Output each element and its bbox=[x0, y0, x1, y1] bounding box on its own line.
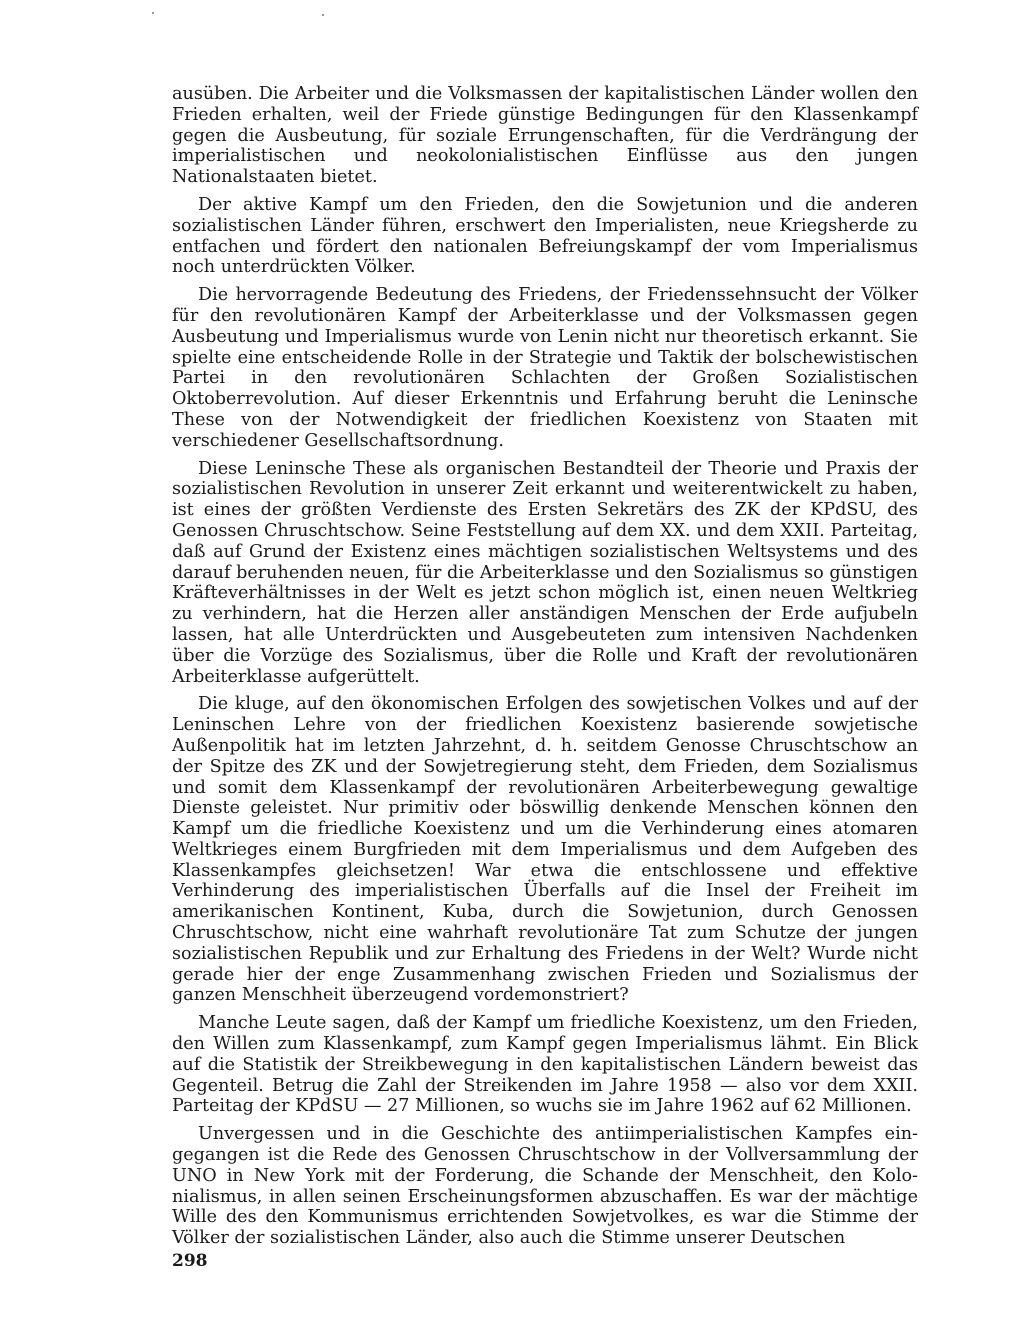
paragraph-5: Die kluge, auf den ökonomischen Erfolgen des sowjetischen Volkes und auf der Leninschen Lehre von der friedlichen Koexistenz basierende sowjetische Außenpolitik hat im letzten Jahrzehnt, d. h. seitdem Genosse Chruschtschow an der Spitze des ZK und der Sowjetregierung steht, dem Frieden, dem Sozialismus und somit dem Klassenkampf der revolutionären Arbeiterbewegung gewaltige Dienste geleistet. Nur primitiv oder böswillig denkende Menschen können den Kampf um die friedliche Koexistenz und um die Verhinderung eines atomaren Weltkrieges einem Burgfrieden mit dem Imperialismus und dem Aufgeben des Klassenkampfes gleichsetzen! War etwa die entschlossene und effektive Verhinderung des imperialistischen Überfalls auf die Insel der Freiheit im amerikanischen Kontinent, Kuba, durch die Sowjetunion, durch Genossen Chruschtschow, nicht eine wahrhaft revolutionäre Tat zum Schutze der jungen sozialistischen Republik und zur Erhaltung des Friedens in der Welt? Wurde nicht gerade hier der enge Zusammenhang zwischen Frieden und Sozialismus der ganzen Menschheit überzeugend vordemonstriert? bbox=[172, 694, 918, 1006]
scan-speck bbox=[322, 14, 324, 16]
paragraph-3: Die hervorragende Bedeutung des Friedens, der Friedenssehnsucht der Völker für den revolutionären Kampf der Arbeiterklasse und der Volksmassen gegen Ausbeutung und Imperialismus wurde von Lenin nicht nur theoretisch erkannt. Sie spielte eine entscheidende Rolle in der Strategie und Taktik der bolschewistischen Partei in den revolutionären Schlachten der Großen Sozialistischen Oktoberrevolution. Auf dieser Erkenntnis und Erfahrung beruht die Leninsche These von der Notwendigkeit der friedlichen Koexistenz von Staaten mit verschiedener Gesellschaftsordnung. bbox=[172, 285, 918, 451]
paragraph-4: Diese Leninsche These als organischen Bestandteil der Theorie und Praxis der sozialistischen Revolution in unserer Zeit erkannt und weiterentwickelt zu haben, ist eines der größten Verdienste des Ersten Sekretärs des ZK der KPdSU, des Genossen Chruschtschow. Seine Feststellung auf dem XX. und dem XXII. Parteitag, daß auf Grund der Existenz eines mächtigen sozialistischen Weltsystems und des darauf beruhenden neuen, für die Arbeiterklasse und den Sozialismus so günstigen Kräfteverhältnisses in der Welt es jetzt schon möglich ist, einen neuen Weltkrieg zu verhindern, hat die Herzen aller anständigen Menschen der Erde aufjubeln lassen, hat alle Unterdrückten und Ausgebeuteten zum intensiven Nachdenken über die Vorzüge des Sozialismus, über die Rolle und Kraft der revolutionären Arbeiterklasse aufgerüttelt. bbox=[172, 458, 918, 687]
paragraph-2: Der aktive Kampf um den Frieden, den die Sowjetunion und die anderen sozialistischen Länder führen, erschwert den Imperialisten, neue Kriegsherde zu entfachen und fördert den nationalen Befreiungskampf der vom Imperialismus noch unterdrückten Völker. bbox=[172, 194, 918, 278]
paragraph-7: Unvergessen und in die Geschichte des antiimperialistischen Kampfes eingegangen ist die Rede des Genossen Chruschtschow in der Vollversammlung der UNO in New York mit der Forderung, die Schande der Menschheit, den Kolonialismus, in allen seinen Erscheinungsformen abzuschaffen. Es war der mächtige Wille des den Kommunismus errichtenden Sowjetvolkes, es war die Stimme der Völker der sozialistischen Länder, also auch die Stimme unserer Deutschen bbox=[172, 1124, 918, 1249]
page-text-block bbox=[172, 84, 918, 1256]
scan-speck bbox=[152, 12, 154, 14]
paragraph-1: ausüben. Die Arbeiter und die Volksmassen der kapitalistischen Länder wollen den Frieden erhalten, weil der Friede günstige Bedingungen für den Klassenkampf gegen die Ausbeutung, für soziale Errungenschaften, für die Verdrängung der imperialistischen und neokolonialistischen Einflüsse aus den jungen Nationalstaaten bietet. bbox=[172, 84, 918, 188]
page-number: 298 bbox=[172, 1251, 208, 1271]
paragraph-6: Manche Leute sagen, daß der Kampf um friedliche Koexistenz, um den Frieden, den Willen zum Klassenkampf, zum Kampf gegen Imperialismus lähmt. Ein Blick auf die Statistik der Streikbewegung in den kapitalistischen Ländern beweist das Gegenteil. Betrug die Zahl der Streikenden im Jahre 1958 — also vor dem XXII. Parteitag der KPdSU — 27 Millionen, so wuchs sie im Jahre 1962 auf 62 Millionen. bbox=[172, 1013, 918, 1117]
